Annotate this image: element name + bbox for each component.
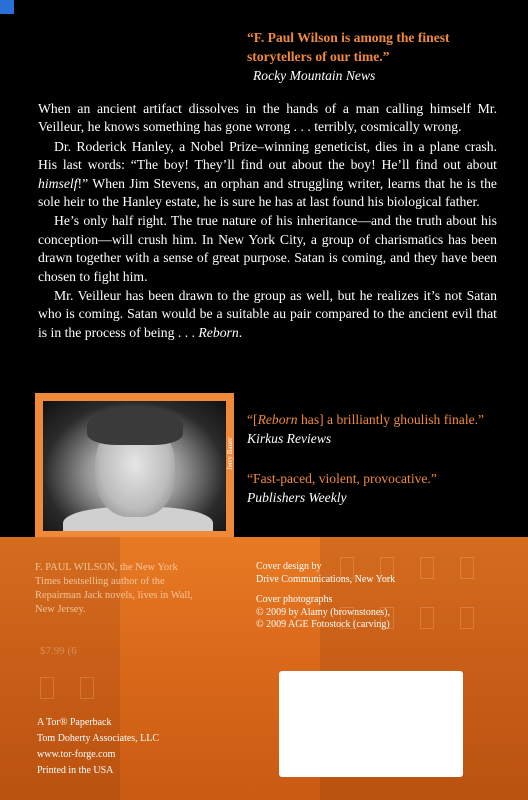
- publisher-info: [37, 715, 159, 779]
- book-blurb: [38, 100, 497, 343]
- review-publishers-weekly: [247, 469, 507, 507]
- photo-hair: [87, 407, 183, 445]
- publisher-website: www.tor-forge.com: [37, 749, 116, 760]
- author-bio: F. PAUL WILSON, the New York Times bestselling author of the Repairman Jack novels, lives in Wall, New Jersey.: [35, 562, 193, 615]
- window-shape: [460, 607, 474, 629]
- top-quote-text: “F. Paul Wilson is among the finest storytellers of our time.”: [247, 30, 450, 64]
- blurb-p4-italic: Reborn: [198, 324, 239, 340]
- blurb-p4-text-a: Mr. Veilleur has been drawn to the group as well, but he realizes it’s not Satan who is coming. Satan would be a suitable au pair compared to the ancient evil that is in the process of being . . .: [38, 288, 497, 340]
- window-shape: [460, 557, 474, 579]
- cover-credits: [256, 561, 456, 632]
- author-photo: [43, 401, 226, 531]
- window-shape: [80, 677, 94, 699]
- review-2-source: Publishers Weekly: [247, 490, 347, 505]
- window-shape: [40, 677, 54, 699]
- review-2-text: “Fast-paced, violent, provocative.”: [247, 471, 437, 486]
- blurb-paragraph-2: [38, 138, 497, 212]
- author-photo-frame: [35, 393, 234, 539]
- cover-photo-credit-1: © 2009 by Alamy (brownstones),: [256, 606, 390, 618]
- top-quote-source: Rocky Mountain News: [253, 68, 376, 83]
- publisher-line-2: Tom Doherty Associates, LLC: [37, 733, 160, 744]
- corner-flag-icon: [0, 0, 14, 14]
- publisher-line-1: A Tor® Paperback: [37, 717, 112, 728]
- review-1-text: has] a brilliantly ghoulish finale.”: [297, 412, 485, 427]
- cover-photos-label: Cover photographs: [256, 594, 333, 605]
- review-kirkus: [247, 410, 507, 448]
- orange-panel: [0, 537, 528, 800]
- photo-credit: Jerry Bauer: [226, 437, 234, 470]
- cover-design-by: Drive Communications, New York: [256, 573, 396, 585]
- cover-design-label: Cover design by: [256, 561, 322, 572]
- review-1-source: Kirkus Reviews: [247, 431, 332, 446]
- blurb-p4-text-b: .: [238, 324, 243, 340]
- review-1-title: Reborn: [257, 412, 298, 427]
- blurb-paragraph-4: [38, 287, 497, 342]
- blurb-p2-text-b: !” When Jim Stevens, an orphan and struggling writer, learns that he is the sole heir to the Hanley estate, he is sure he has at last found his biological father.: [38, 175, 497, 210]
- cover-photo-credit-2: © 2009 AGE Fotostock (carving): [256, 619, 390, 630]
- blurb-paragraph-1: When an ancient artifact dissolves in the hands of a man calling himself Mr. Veilleur, he knows something has gone wrong . . . terribly, cosmically wrong.: [38, 101, 497, 135]
- blurb-p2-italic: himself: [38, 175, 78, 191]
- blurb-p2-text-a: Dr. Roderick Hanley, a Nobel Prize–winning geneticist, dies in a plane crash. His last words: “The boy! They’ll find out about the boy! He’ll find out about: [38, 138, 497, 173]
- barcode-box: [279, 671, 463, 777]
- blurb-paragraph-3: He’s only half right. The true nature of his inheritance—and the truth about his conception—will crush him. In New York City, a group of charismatics has been drawn together with a sense of great purpose. Satan is coming, and they have been chosen to fight him.: [38, 213, 497, 284]
- price-text: $7.99 (6: [40, 645, 77, 657]
- top-quote: [247, 28, 517, 85]
- publisher-line-4: Printed in the USA: [37, 765, 114, 776]
- review-1-open: “[: [247, 412, 258, 427]
